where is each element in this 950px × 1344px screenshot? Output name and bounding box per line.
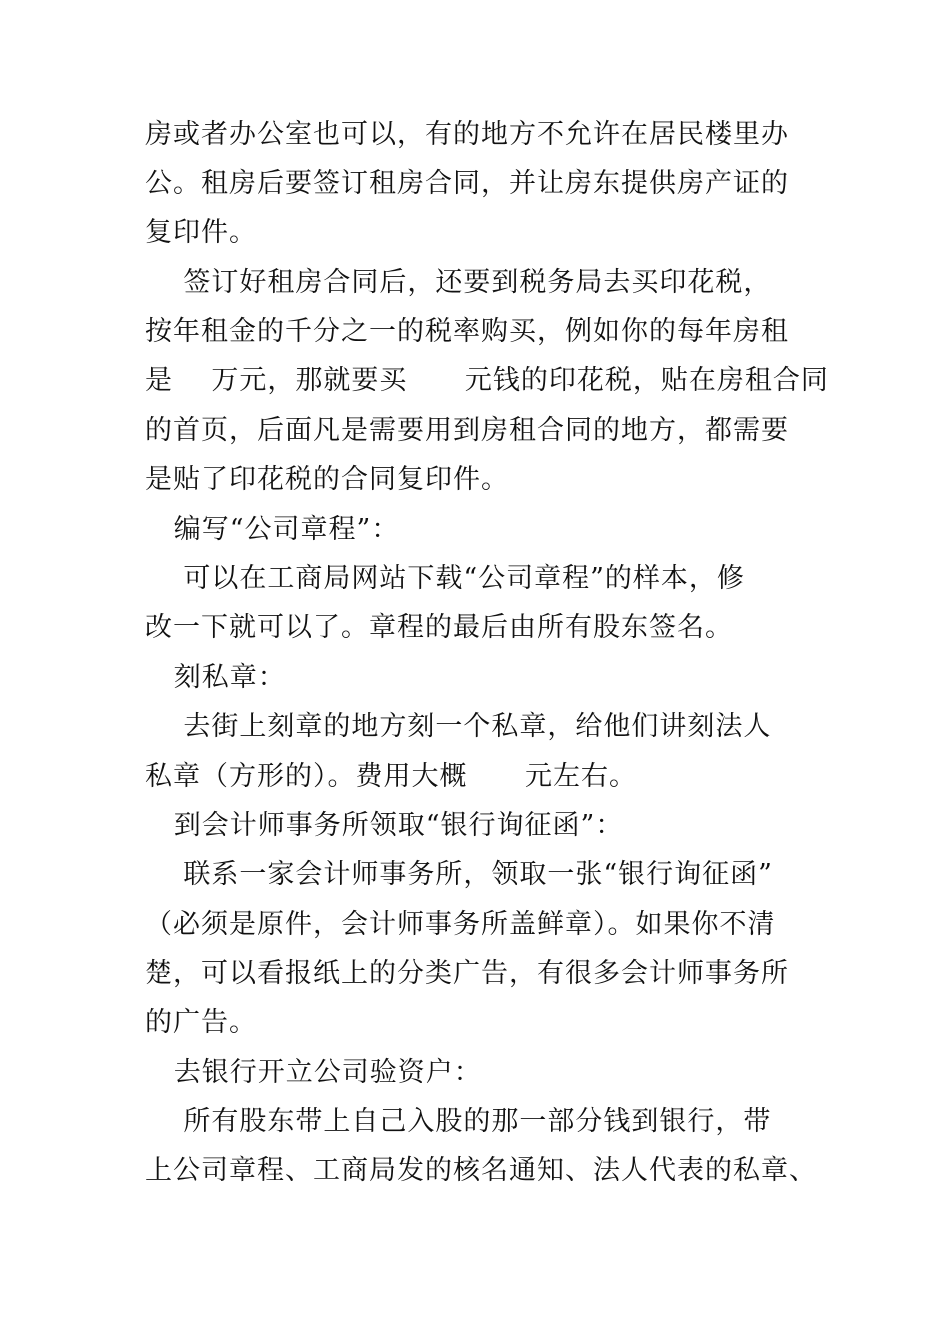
section-heading: 去银行开立公司验资户： [145, 1057, 482, 1088]
section-heading: 刻私章： [145, 662, 286, 693]
text-line: 房或者办公室也可以，有的地方不允许在居民楼里办 [145, 119, 789, 150]
text-line: 是 万元，那就要买 元钱的印花税，贴在房租合同 [145, 365, 829, 396]
text-line: 上公司章程、工商局发的核名通知、法人代表的私章、 [145, 1155, 817, 1186]
text-line: 的广告。 [145, 1007, 257, 1038]
text-line: 复印件。 [145, 217, 257, 248]
text-line: 可以在工商局网站下载“公司章程”的样本，修 [145, 563, 745, 594]
text-line: 签订好租房合同后，还要到税务局去买印花税， [145, 267, 772, 298]
text-line: 的首页，后面凡是需要用到房租合同的地方，都需要 [145, 415, 789, 446]
text-line: 改一下就可以了。章程的最后由所有股东签名。 [145, 612, 733, 643]
text-line: 按年租金的千分之一的税率购买，例如你的每年房租 [145, 316, 789, 347]
text-line: 楚，可以看报纸上的分类广告，有很多会计师事务所 [145, 958, 789, 989]
text-line: 是贴了印花税的合同复印件。 [145, 464, 509, 495]
text-line: （必须是原件，会计师事务所盖鲜章）。如果你不清 [145, 909, 776, 940]
text-line: 公。租房后要签订租房合同，并让房东提供房产证的 [145, 168, 789, 199]
text-line: 去街上刻章的地方刻一个私章，给他们讲刻法人 [145, 711, 772, 742]
text-line: 联系一家会计师事务所，领取一张“银行询征函” [145, 859, 773, 890]
text-line: 私章（方形的）。费用大概 元左右。 [145, 761, 637, 792]
text-line: 所有股东带上自己入股的那一部分钱到银行，带 [145, 1106, 772, 1137]
section-heading: 编写“公司章程”： [145, 514, 400, 545]
section-heading: 到会计师事务所领取“银行询征函”： [145, 810, 624, 841]
